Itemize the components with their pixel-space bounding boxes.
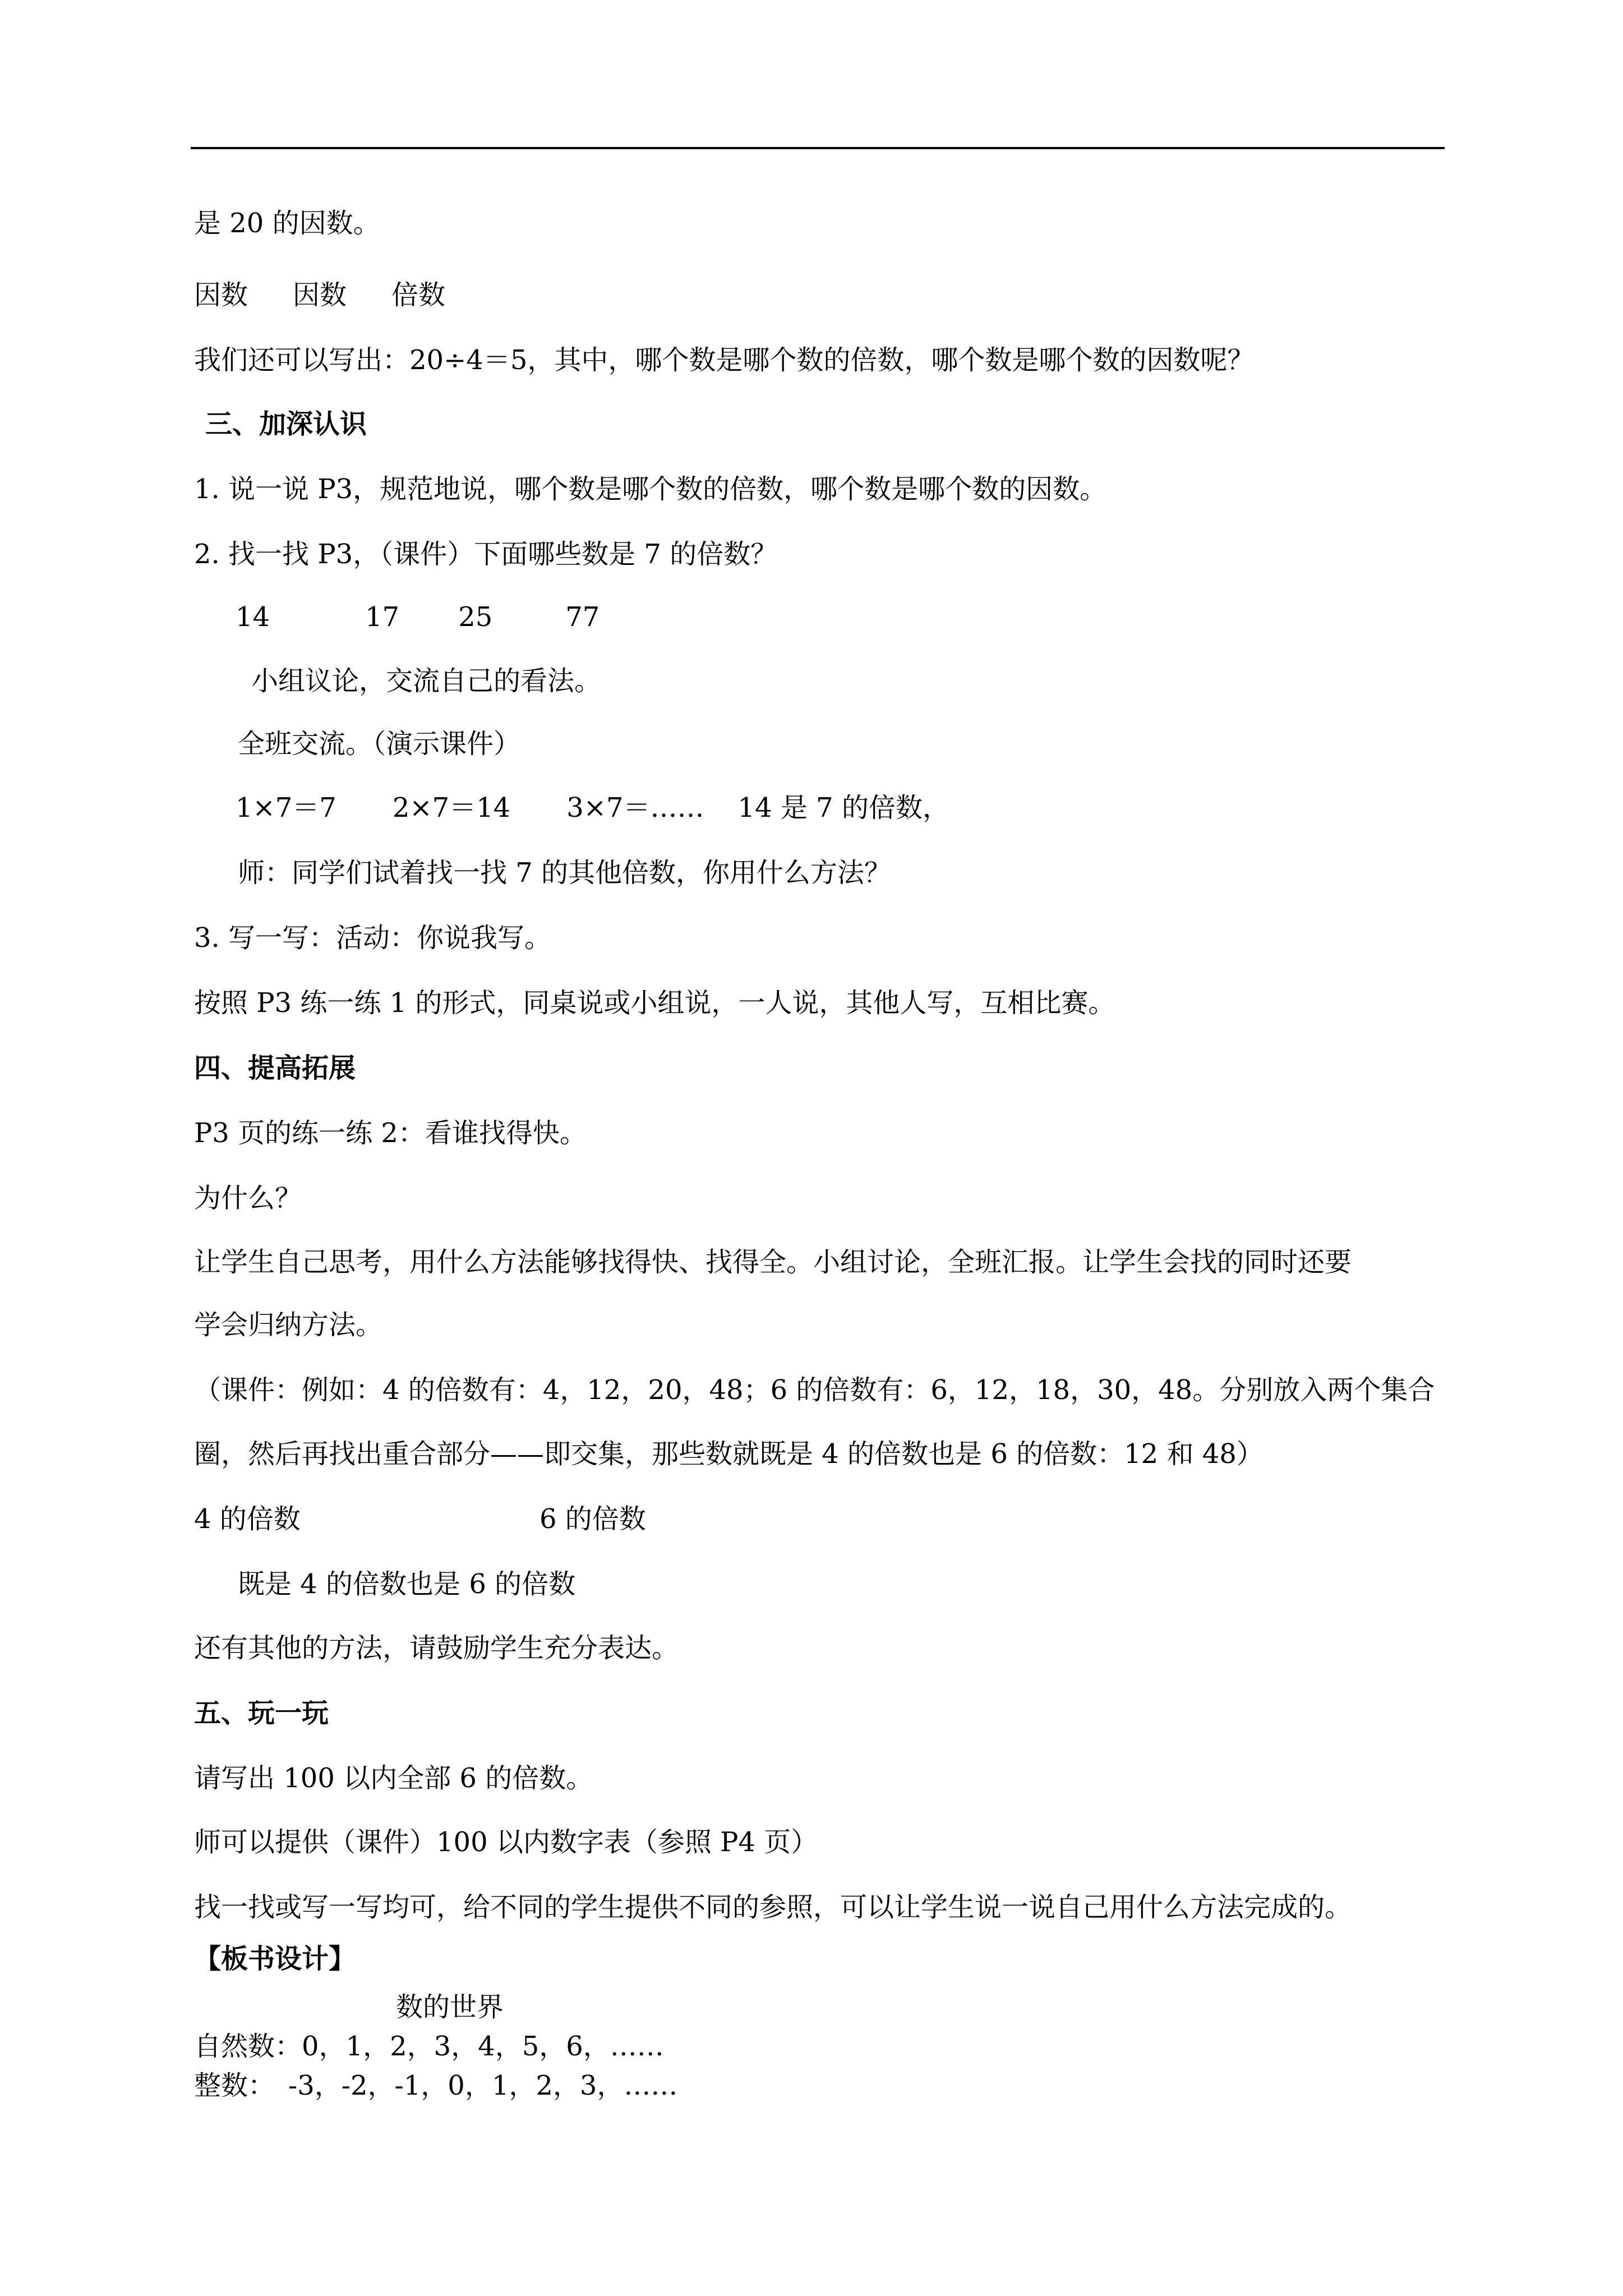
number-25: 25 (458, 601, 493, 633)
label-factor-1: 因数 (194, 279, 248, 311)
item-4-3-line2: 学会归纳方法。 (194, 1309, 383, 1341)
group-discussion-line: 小组议论，交流自己的看法。 (251, 665, 602, 697)
item-4-3-line1: 让学生自己思考，用什么方法能够找得快、找得全。小组讨论，全班汇报。让学生会找的同时还要 (194, 1246, 1352, 1278)
mult-2: 2×7＝14 (392, 792, 511, 823)
section-heading-4: 四、提高拓展 (194, 1052, 356, 1084)
board-integers: 整数： -3，-2，-1，0，1，2，3，…… (194, 2070, 678, 2101)
item-3-1: 1. 说一说 P3，规范地说，哪个数是哪个数的倍数，哪个数是哪个数的因数。 (194, 473, 1107, 505)
set-intersection-label: 既是 4 的倍数也是 6 的倍数 (238, 1568, 576, 1600)
item-3-2: 2. 找一找 P3，（课件）下面哪些数是 7 的倍数？ (194, 539, 778, 570)
item-5-1: 请写出 100 以内全部 6 的倍数。 (194, 1763, 593, 1794)
mult-conclusion: 14 是 7 的倍数， (737, 792, 949, 823)
numbers-row (236, 599, 600, 635)
multiplication-row (236, 790, 949, 826)
label-factor-2: 因数 (293, 279, 347, 311)
set-label-6: 6 的倍数 (540, 1503, 646, 1535)
paragraph-division-question: 我们还可以写出：20÷4＝5，其中，哪个数是哪个数的倍数，哪个数是哪个数的因数呢？ (194, 344, 1255, 376)
item-4-4-line2: 圈，然后再找出重合部分——即交集，那些数就既是 4 的倍数也是 6 的倍数：12 和 48） (194, 1438, 1264, 1470)
label-multiple: 倍数 (391, 279, 446, 311)
item-5-2: 师可以提供（课件）100 以内数字表（参照 P4 页） (194, 1826, 818, 1858)
board-design-heading: 【板书设计】 (194, 1943, 356, 1975)
number-17: 17 (365, 601, 400, 633)
item-3-3-detail: 按照 P3 练一练 1 的形式，同桌说或小组说，一人说，其他人写，互相比赛。 (194, 987, 1115, 1019)
item-4-5: 还有其他的方法，请鼓励学生充分表达。 (194, 1632, 679, 1664)
section-heading-5: 五、玩一玩 (194, 1697, 329, 1729)
mult-3: 3×7＝…… (566, 792, 704, 823)
paragraph-factor-of-20: 是 20 的因数。 (194, 208, 380, 239)
class-exchange-line: 全班交流。（演示课件） (238, 728, 521, 760)
header-rule (191, 147, 1445, 149)
item-4-1: P3 页的练一练 2：看谁找得快。 (194, 1117, 587, 1149)
teacher-question: 师：同学们试着找一找 7 的其他倍数，你用什么方法？ (238, 857, 892, 889)
item-5-3: 找一找或写一写均可，给不同的学生提供不同的参照，可以让学生说一说自己用什么方法完成的。 (194, 1892, 1352, 1923)
factors-multiples-row (194, 277, 445, 313)
item-4-4-line1: （课件：例如：4 的倍数有：4，12，20，48；6 的倍数有：6，12，18，30，48。分别放入两个集合 (194, 1374, 1435, 1406)
board-natural-numbers: 自然数：0，1，2，3，4，5，6，…… (194, 2031, 664, 2062)
section-heading-3: 三、加深认识 (205, 408, 367, 440)
board-title: 数的世界 (396, 1991, 504, 2023)
number-77: 77 (565, 601, 600, 633)
number-14: 14 (236, 601, 270, 633)
mult-1: 1×7＝7 (236, 792, 336, 823)
item-4-2: 为什么？ (194, 1182, 302, 1214)
item-3-3: 3. 写一写：活动：你说我写。 (194, 922, 552, 954)
set-label-4: 4 的倍数 (194, 1503, 301, 1535)
